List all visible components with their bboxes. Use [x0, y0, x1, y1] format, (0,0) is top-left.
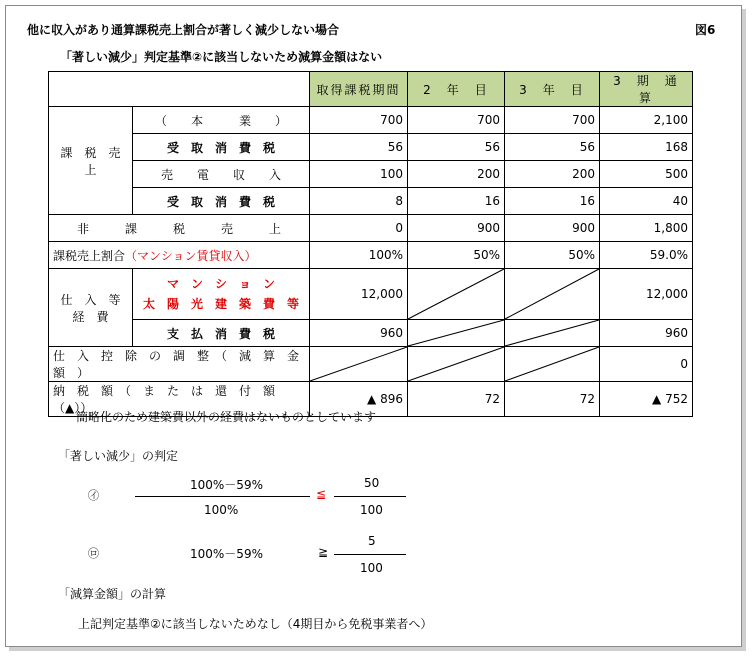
diagonal-cell — [505, 347, 600, 382]
cell: 16 — [505, 188, 600, 215]
row-b-rhs-fraction-bar — [334, 554, 406, 555]
row-label-tax-payable: 納 税 額 （ ま た は 還 付 額（▲）） — [49, 382, 310, 417]
cell: 16 — [408, 188, 505, 215]
ratio-label-red: （マンション賃貸収入） — [125, 248, 257, 263]
judgement-heading: 「著しい減少」の判定 — [58, 449, 179, 463]
diagonal-cell — [408, 347, 505, 382]
cell: 900 — [505, 215, 600, 242]
cell: 8 — [310, 188, 408, 215]
cell: 960 — [600, 320, 693, 347]
cell: 168 — [600, 134, 693, 161]
cell: 100 — [310, 161, 408, 188]
diagonal-cell — [505, 320, 600, 347]
cell: 2,100 — [600, 107, 693, 134]
row-b-operator: ≧ — [318, 545, 329, 559]
cell: 56 — [408, 134, 505, 161]
deduction-heading: 「減算金額」の計算 — [58, 587, 167, 601]
cell: 72 — [505, 382, 600, 417]
marker-a: ㋑ — [88, 489, 99, 502]
cell: 700 — [408, 107, 505, 134]
cell: 500 — [600, 161, 693, 188]
row-label-business: （ 本 業 ） — [133, 107, 310, 134]
cell: 50% — [505, 242, 600, 269]
row-label-paid-tax: 支 払 消 費 税 — [133, 320, 310, 347]
purchase-group-label: 仕 入 等 経 費 — [49, 269, 133, 347]
purchase-red-line-1: マ ン シ ョ ン — [166, 277, 275, 291]
cell: 0 — [600, 347, 693, 382]
row-label-consumption-tax-2: 受 取 消 費 税 — [133, 188, 310, 215]
cell: 900 — [408, 215, 505, 242]
cell: 0 — [310, 215, 408, 242]
simplification-note: 簡略化のため建築費以外の経費はないものとしています — [76, 410, 377, 424]
table-subtitle: 「著しい減少」判定基準②に該当しないため減算金額はない — [60, 50, 383, 64]
table-row — [49, 215, 693, 242]
row-label-electricity: 売 電 収 入 — [133, 161, 310, 188]
tax-table — [48, 71, 693, 417]
row-a-rhs-numerator: 50 — [364, 476, 380, 490]
purchase-red-line-2: 太 陽 光 建 築 費 等 — [142, 297, 299, 311]
figure-label: 図6 — [695, 23, 716, 37]
row-label-non-taxable: 非 課 税 売 上 — [49, 215, 310, 242]
marker-b: ㋺ — [88, 547, 99, 560]
table-row — [49, 107, 693, 134]
row-a-numerator: 100%－59% — [190, 478, 263, 492]
cell: 56 — [310, 134, 408, 161]
cell: 12,000 — [310, 269, 408, 320]
cell: 12,000 — [600, 269, 693, 320]
header-blank — [49, 72, 310, 107]
row-label-adjustment: 仕 入 控 除 の 調 整 （ 減 算 金 額 ） — [49, 347, 310, 382]
row-a-fraction-bar — [135, 496, 310, 497]
table-row — [49, 161, 693, 188]
cell: 40 — [600, 188, 693, 215]
cell: 100% — [310, 242, 408, 269]
row-a-rhs-denominator: 100 — [360, 503, 383, 517]
table-row — [49, 320, 693, 347]
table-header-row — [49, 72, 693, 107]
document-title: 他に収入があり通算課税売上割合が著しく減少しない場合 — [27, 23, 340, 37]
cell: 56 — [505, 134, 600, 161]
diagonal-cell — [408, 320, 505, 347]
ratio-label-prefix: 課税売上割合 — [53, 248, 126, 263]
table-row — [49, 242, 693, 269]
row-label-purchase — [133, 269, 310, 320]
table-row — [49, 269, 693, 320]
row-label-ratio — [49, 242, 310, 269]
cell: 700 — [505, 107, 600, 134]
header-year-2: 2 年 目 — [408, 72, 505, 107]
row-b-numerator: 100%－59% — [190, 547, 263, 561]
cell: 200 — [408, 161, 505, 188]
diagonal-cell — [408, 269, 505, 320]
row-a-rhs-fraction-bar — [334, 496, 406, 497]
row-label-consumption-tax-1: 受 取 消 費 税 — [133, 134, 310, 161]
row-b-rhs-denominator: 100 — [360, 561, 383, 575]
table-row — [49, 134, 693, 161]
row-a-denominator: 100% — [204, 503, 239, 517]
table-row — [49, 188, 693, 215]
header-acquisition-period: 取得課税期間 — [310, 72, 408, 107]
diagonal-cell — [505, 269, 600, 320]
cell: 700 — [310, 107, 408, 134]
cell: 1,800 — [600, 215, 693, 242]
cell: 50% — [408, 242, 505, 269]
header-year-3: 3 年 目 — [505, 72, 600, 107]
cell: ▲ 896 — [310, 382, 408, 417]
cell: 72 — [408, 382, 505, 417]
diagonal-cell — [310, 347, 408, 382]
taxable-sales-group-label: 課 税 売 上 — [49, 107, 133, 215]
row-b-rhs-numerator: 5 — [368, 534, 376, 548]
deduction-conclusion: 上記判定基準②に該当しないためなし（4期目から免税事業者へ） — [78, 617, 433, 631]
cell: ▲ 752 — [600, 382, 693, 417]
cell: 960 — [310, 320, 408, 347]
row-a-operator: ≦ — [316, 487, 327, 501]
table-row — [49, 347, 693, 382]
cell: 200 — [505, 161, 600, 188]
header-3-period-total: 3 期 通 算 — [600, 72, 693, 107]
cell: 59.0% — [600, 242, 693, 269]
